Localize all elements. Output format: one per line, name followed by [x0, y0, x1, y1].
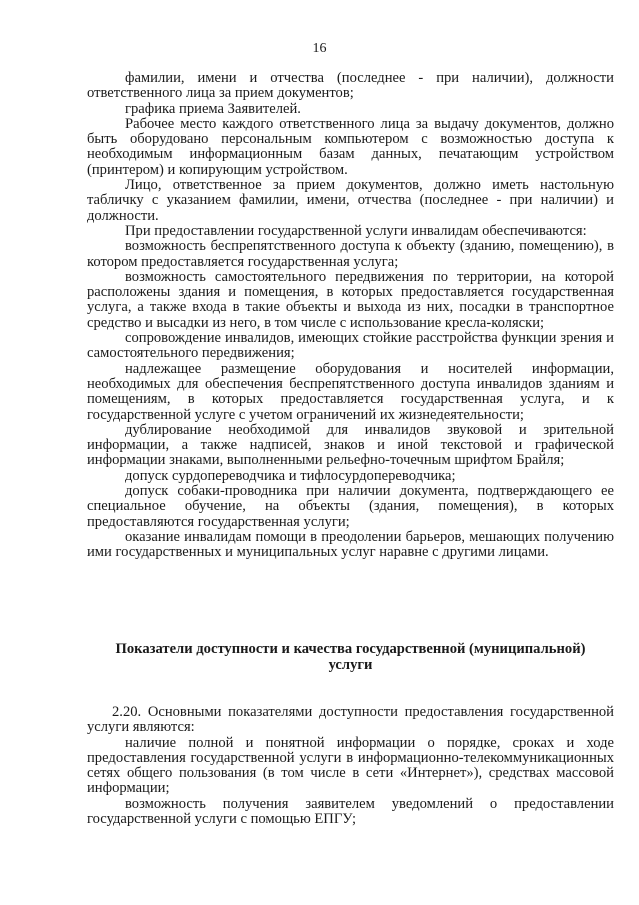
section-heading-line-1: Показатели доступности и качества государственной (муниципальной): [115, 641, 586, 657]
section-heading-line-2: услуги: [328, 657, 373, 673]
list-item-information: наличие полной и понятной информации о порядке, сроках и ходе предоставления государственной услуги в информационно-телекоммуникационных сетях общего пользования (в том числе в сети «Интернет»), средствах массовой информации;: [87, 734, 614, 797]
list-item-equipment: надлежащее размещение оборудования и носителей информации, необходимых для обеспечения беспрепятственного доступа инвалидов зданиям и помещениям, в которых предоставляется государственная услуга, и к государственной услуге с учетом ограничений их жизнедеятельности;: [87, 360, 614, 423]
paragraph-indicators-intro: 2.20. Основными показателями доступности предоставления государственной услуги являются:: [87, 704, 614, 736]
paragraph-schedule: графика приема Заявителей.: [125, 100, 301, 117]
paragraph-contact-info: фамилии, имени и отчества (последнее - при наличии), должности ответственного лица за прием документов;: [87, 70, 614, 102]
body-text-top: [87, 71, 614, 561]
list-item-notifications: возможность получения заявителем уведомлений о предоставлении государственной услуги с помощью ЕПГУ;: [87, 795, 614, 828]
list-item-guide-dog: допуск собаки-проводника при наличии документа, подтверждающего ее специальное обучение, на объекты (здания, помещения), в которых предоставляются государственная услуги;: [87, 483, 614, 530]
list-item-assistance: оказание инвалидам помощи в преодолении барьеров, мешающих получению ими государственных и муниципальных услуг наравне с другими лицами.: [87, 528, 614, 561]
list-item-interpreter: допуск сурдопереводчика и тифлосурдопереводчика;: [125, 467, 456, 484]
page-number: 16: [312, 41, 327, 56]
list-item-braille: дублирование необходимой для инвалидов звуковой и зрительной информации, а также надписей, знаков и иной текстовой и графической информации знаками, выполненными рельефно-точечным шрифтом Брайля;: [87, 421, 614, 469]
paragraph-workplace: Рабочее место каждого ответственного лица за выдачу документов, должно быть оборудовано персональным компьютером с возможностью доступа к необходимым информационным базам данных, печатающим устройством (принтером) и копирующим устройством.: [87, 115, 614, 178]
list-item-escort: сопровождение инвалидов, имеющих стойкие расстройства функции зрения и самостоятельного передвижения;: [87, 330, 614, 362]
list-item-movement: возможность самостоятельного передвижения по территории, на которой расположены здания и помещения, в которых предоставляется государственная услуга, а также входа в такие объекты и выхода из них, посадки в транспортное средство и высадки из него, в том числе с использование кресла-коляски;: [87, 268, 614, 331]
body-text-bottom: [87, 705, 614, 827]
paragraph-nameplate: Лицо, ответственное за прием документов, должно иметь настольную табличку с указанием фамилии, имени, отчества (последнее - при наличии) и должности.: [87, 177, 614, 224]
paragraph-disability-intro: При предоставлении государственной услуги инвалидам обеспечиваются:: [125, 222, 587, 239]
section-heading: [87, 641, 614, 673]
list-item-access: возможность беспрепятственного доступа к объекту (зданию, помещению), в котором предоставляется государственная услуга;: [87, 238, 614, 270]
